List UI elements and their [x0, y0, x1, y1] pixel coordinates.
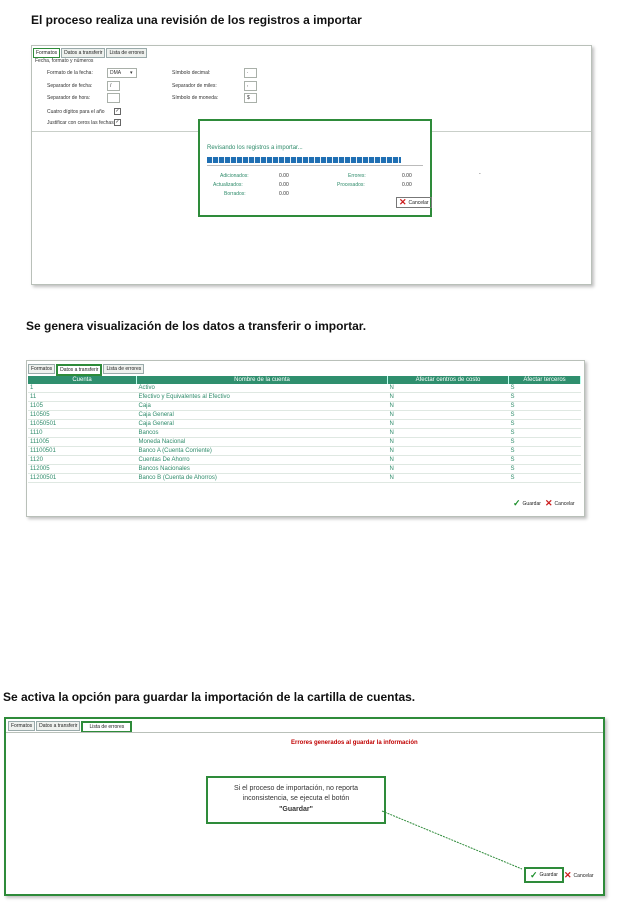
- tab-datos-transferir[interactable]: Datos a transferir: [61, 48, 105, 58]
- col-nombre[interactable]: Nombre de la cuenta: [137, 376, 388, 384]
- cell-nombre: Bancos Nacionales: [137, 465, 388, 474]
- thousands-value: ,: [247, 82, 249, 88]
- errors-value: 0.00: [402, 173, 412, 179]
- section1-heading: El proceso realiza una revisión de los registros a importar: [31, 13, 362, 27]
- table-row[interactable]: [28, 384, 581, 393]
- added-value: 0.00: [279, 173, 289, 179]
- group-title: Fecha, formato y números: [35, 58, 94, 64]
- check-icon: ✓: [513, 498, 521, 508]
- cancel-label: Cancelar: [554, 500, 575, 507]
- cell-terceros: S: [509, 393, 581, 402]
- date-separator-input[interactable]: [107, 81, 120, 91]
- table-row[interactable]: [28, 402, 581, 411]
- currency-value: $: [247, 95, 250, 101]
- table-row[interactable]: [28, 438, 581, 447]
- cell-nombre: Banco A (Cuenta Corriente): [137, 447, 388, 456]
- date-format-select[interactable]: [107, 68, 137, 78]
- cell-nombre: Caja: [137, 402, 388, 411]
- table-row[interactable]: [28, 447, 581, 456]
- cell-terceros: S: [509, 411, 581, 420]
- accounts-table: [28, 376, 581, 483]
- cell-terceros: S: [509, 474, 581, 483]
- cell-cuenta: 1105: [28, 402, 137, 411]
- table-row[interactable]: [28, 465, 581, 474]
- cell-nombre: Banco B (Cuenta de Ahorros): [137, 474, 388, 483]
- tab-bar: [28, 364, 145, 374]
- chevron-down-icon: ▾: [130, 70, 133, 76]
- cell-terceros: S: [509, 420, 581, 429]
- table-row[interactable]: [28, 474, 581, 483]
- tab-formatos[interactable]: Formatos: [28, 364, 55, 374]
- autofill-checkbox[interactable]: ✓: [115, 119, 120, 125]
- cell-centros-costo: N: [388, 465, 509, 474]
- close-icon: ✕: [564, 870, 572, 880]
- date-separator-label: Separador de fecha:: [47, 83, 93, 89]
- date-separator-value: /: [110, 83, 112, 89]
- errors-label: Errores:: [348, 173, 366, 179]
- date-format-label: Formato de la fecha:: [47, 70, 93, 76]
- section3-heading: Se activa la opción para guardar la importación de la cartilla de cuentas.: [3, 690, 416, 704]
- tab-lista-errores[interactable]: Lista de errores: [103, 364, 144, 374]
- cell-terceros: S: [509, 438, 581, 447]
- col-cuenta[interactable]: Cuenta: [28, 376, 137, 384]
- dash-marker: -: [479, 171, 481, 177]
- col-terceros[interactable]: Afectar terceros: [509, 376, 581, 384]
- tab-lista-errores[interactable]: Lista de errores: [106, 48, 147, 58]
- save-label: Guardar: [539, 872, 558, 878]
- cell-nombre: Caja General: [137, 411, 388, 420]
- cell-cuenta: 111005: [28, 438, 137, 447]
- cell-centros-costo: N: [388, 384, 509, 393]
- updated-value: 0.00: [279, 182, 289, 188]
- save-button[interactable]: [524, 867, 564, 883]
- tab-lista-errores[interactable]: Lista de errores: [81, 721, 132, 733]
- deleted-label: Borrados:: [224, 191, 246, 197]
- dialog-title: Revisando los registros a importar...: [207, 145, 303, 151]
- decimal-input[interactable]: [244, 68, 257, 78]
- col-centros-costo[interactable]: Afectar centros de costo: [388, 376, 509, 384]
- cancel-label: Cancelar: [573, 872, 594, 879]
- cell-cuenta: 11200501: [28, 474, 137, 483]
- cell-terceros: S: [509, 456, 581, 465]
- cell-centros-costo: N: [388, 393, 509, 402]
- currency-label: Símbolo de moneda:: [172, 95, 219, 101]
- cell-centros-costo: N: [388, 420, 509, 429]
- cell-centros-costo: N: [388, 447, 509, 456]
- cell-terceros: S: [509, 429, 581, 438]
- connector-line: [6, 719, 603, 894]
- cell-centros-costo: N: [388, 474, 509, 483]
- note-line-1: Si el proceso de importación, no reporta: [233, 785, 359, 792]
- added-label: Adicionados:: [220, 173, 249, 179]
- cell-cuenta: 110505: [28, 411, 137, 420]
- cell-terceros: S: [509, 402, 581, 411]
- cell-terceros: S: [509, 465, 581, 474]
- date-format-value: DMA: [110, 70, 122, 76]
- table-row[interactable]: [28, 429, 581, 438]
- section2-heading: Se genera visualización de los datos a transferir o importar.: [26, 319, 367, 333]
- cell-nombre: Efectivo y Equivalentes al Efectivo: [137, 393, 388, 402]
- note-line-2: inconsistencia, se ejecuta el botón: [242, 795, 350, 802]
- save-label: Guardar: [522, 500, 541, 507]
- cell-centros-costo: N: [388, 456, 509, 465]
- processed-value: 0.00: [402, 182, 412, 188]
- cell-cuenta: 1120: [28, 456, 137, 465]
- thousands-label: Separador de miles:: [172, 83, 217, 89]
- cancel-button[interactable]: [545, 498, 575, 509]
- cell-nombre: Activo: [137, 384, 388, 393]
- deleted-value: 0.00: [279, 191, 289, 197]
- cell-nombre: Caja General: [137, 420, 388, 429]
- cell-centros-costo: N: [388, 429, 509, 438]
- decimal-label: Símbolo decimal:: [172, 70, 211, 76]
- time-separator-label: Separador de hora:: [47, 95, 91, 101]
- cell-cuenta: 11050501: [28, 420, 137, 429]
- processed-label: Procesados:: [337, 182, 365, 188]
- cell-cuenta: 1: [28, 384, 137, 393]
- review-screenshot: [31, 45, 592, 285]
- time-separator-input[interactable]: [107, 93, 120, 103]
- cell-terceros: S: [509, 447, 581, 456]
- year-digits-checkbox[interactable]: ✓: [115, 108, 120, 114]
- cell-cuenta: 11100501: [28, 447, 137, 456]
- table-row[interactable]: [28, 411, 581, 420]
- dialog-cancel-label: Cancelar: [408, 199, 429, 206]
- transfer-screenshot: [26, 360, 585, 517]
- cell-nombre: Moneda Nacional: [137, 438, 388, 447]
- decimal-value: .: [247, 69, 249, 75]
- cell-nombre: Bancos: [137, 429, 388, 438]
- cell-cuenta: 11: [28, 393, 137, 402]
- tab-datos-transferir[interactable]: Datos a transferir: [36, 721, 80, 731]
- errors-title: Errores generados al guardar la información: [291, 740, 418, 746]
- progress-bar: [207, 157, 401, 163]
- close-icon: ✕: [399, 197, 407, 207]
- save-button[interactable]: [513, 498, 541, 509]
- tab-bar: [33, 48, 148, 58]
- tab-datos-transferir[interactable]: Datos a transferir: [56, 364, 102, 376]
- review-dialog: [198, 119, 432, 217]
- autofill-label: Justificar con ceros las fechas: [47, 120, 114, 126]
- currency-input[interactable]: [244, 93, 257, 103]
- tab-formatos[interactable]: Formatos: [8, 721, 35, 731]
- updated-label: Actualizados:: [213, 182, 243, 188]
- cell-centros-costo: N: [388, 402, 509, 411]
- cell-centros-costo: N: [388, 411, 509, 420]
- cell-nombre: Cuentas De Ahorro: [137, 456, 388, 465]
- cell-terceros: S: [509, 384, 581, 393]
- tab-formatos[interactable]: Formatos: [33, 48, 60, 58]
- cell-centros-costo: N: [388, 438, 509, 447]
- cell-cuenta: 1110: [28, 429, 137, 438]
- note-line-3: "Guardar": [279, 806, 313, 813]
- cell-cuenta: 112005: [28, 465, 137, 474]
- table-row[interactable]: [28, 393, 581, 402]
- year-digits-label: Cuatro dígitos para el año: [47, 109, 105, 115]
- check-icon: ✓: [530, 869, 538, 880]
- dialog-cancel-button[interactable]: [396, 197, 432, 208]
- save-screenshot: [4, 717, 605, 896]
- table-row[interactable]: [28, 420, 581, 429]
- thousands-input[interactable]: [244, 81, 257, 91]
- close-icon: ✕: [545, 498, 553, 508]
- table-row[interactable]: [28, 456, 581, 465]
- cancel-button[interactable]: [564, 870, 594, 881]
